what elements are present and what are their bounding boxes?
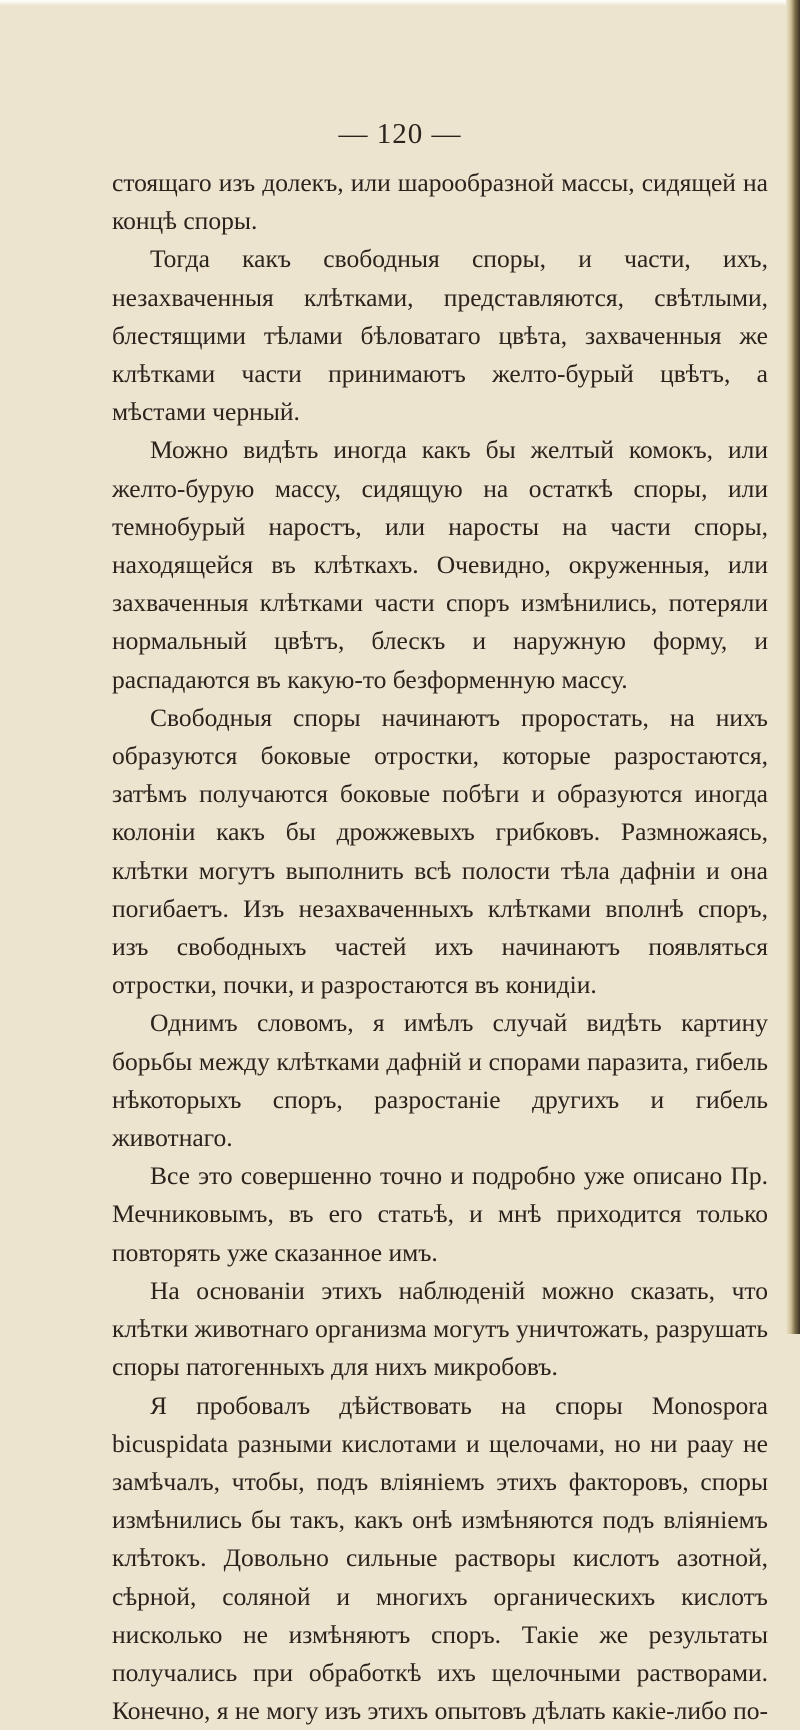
page-number: — 120 — [0,118,800,151]
paragraph: Я пробовалъ дѣйствовать на споры Monospora bicuspidata разными кислотами и щелочами, но ни раау не замѣчалъ, чтобы, подъ вліяніемъ этихъ факторовъ, споры измѣнились бы такъ, какъ онѣ измѣняются подъ вліяніемъ клѣтокъ. Довольно сильные растворы кислотъ азотной, сѣрной, соляной и многихъ органическихъ кислотъ нисколько не измѣняютъ споръ. Такіе же результаты получались при обработкѣ ихъ щелочными растворами. Конечно, я не могу изъ этихъ опытовъ дѣлать какіе-либо по- [112,1387,768,1730]
paragraph: Однимъ словомъ, я имѣлъ случай видѣть картину борьбы между клѣтками дафній и спорами паразита, гибель нѣкоторыхъ споръ, разростаніе другихъ и гибель животнаго. [112,1004,768,1157]
paragraph: Тогда какъ свободныя споры, и части, ихъ, незахваченныя клѣтками, представляются, свѣтлыми, блестящими тѣлами бѣловатаго цвѣта, захваченныя же клѣтками части принимаютъ желто-бурый цвѣтъ, а мѣстами черный. [112,240,768,431]
paragraph: Свободныя споры начинаютъ проростать, на нихъ образуются боковые отростки, которые разростаются, затѣмъ получаются боковые побѣги и образуются иногда колоніи какъ бы дрожжевыхъ грибковъ. Размножаясь, клѣтки могутъ выполнить всѣ полости тѣла дафніи и она погибаетъ. Изъ незахваченныхъ клѣтками вполнѣ споръ, изъ свободныхъ частей ихъ начинаютъ появляться отростки, почки, и разростаются въ конидіи. [112,699,768,1005]
paragraph: На основаніи этихъ наблюденій можно сказать, что клѣтки животнаго организма могутъ уничтожать, разрушать споры патогенныхъ для нихъ микробовъ. [112,1272,768,1387]
paragraph-continued: стоящаго изъ долекъ, или шарообразной массы, сидящей на концѣ споры. [112,164,768,240]
paragraph: Все это совершенно точно и подробно уже описано Пр. Мечниковымъ, въ его статьѣ, и мнѣ приходится только повторять уже сказанное имъ. [112,1157,768,1272]
paragraph: Можно видѣть иногда какъ бы желтый комокъ, или желто-бурую массу, сидящую на остаткѣ споры, или темнобурый наростъ, или наросты на части споры, находящейся въ клѣткахъ. Очевидно, окруженныя, или захваченныя клѣтками части споръ измѣнились, потеряли нормальный цвѣтъ, блескъ и наружную форму, и распадаются въ какую-то безформенную массу. [112,431,768,698]
body-text [112,164,768,1730]
book-binding-edge [786,0,800,1334]
page-top-edge [0,0,800,6]
